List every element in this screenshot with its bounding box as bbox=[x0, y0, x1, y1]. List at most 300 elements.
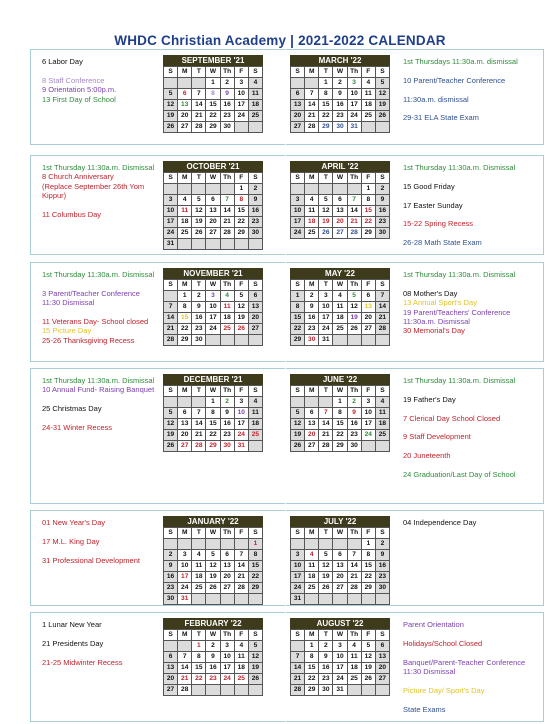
day-cell: 28 bbox=[291, 685, 305, 696]
day-cell: 15 bbox=[249, 561, 263, 572]
weekday-label: T bbox=[192, 528, 206, 539]
day-cell: 15 bbox=[192, 663, 206, 674]
weekday-label: S bbox=[249, 630, 263, 641]
event-notes bbox=[403, 518, 531, 527]
event-note: 17 Easter Sunday bbox=[403, 200, 463, 210]
day-cell: 26 bbox=[164, 122, 178, 133]
day-cell: 20 bbox=[362, 313, 376, 324]
weekday-label: W bbox=[206, 67, 220, 78]
day-cell: 6 bbox=[178, 408, 192, 419]
day-cell: 2 bbox=[221, 397, 235, 408]
day-cell: 4 bbox=[192, 550, 206, 561]
day-cell: 3 bbox=[333, 641, 347, 652]
day-cell: 19 bbox=[291, 430, 305, 441]
day-cell: 11 bbox=[192, 561, 206, 572]
event-note: 1st Thursday 11:30a.m. Dismissal bbox=[42, 270, 155, 279]
day-cell: 11 bbox=[221, 302, 235, 313]
weekday-label: Th bbox=[221, 67, 235, 78]
day-cell: 16 bbox=[221, 100, 235, 111]
day-cell: 24 bbox=[206, 324, 220, 335]
weekday-label: S bbox=[164, 528, 178, 539]
empty-day-cell bbox=[178, 184, 192, 195]
empty-day-cell bbox=[348, 539, 362, 550]
day-cell: 3 bbox=[206, 291, 220, 302]
day-cell: 30 bbox=[376, 583, 390, 594]
weekday-label: F bbox=[235, 280, 249, 291]
day-cell: 25 bbox=[221, 324, 235, 335]
weekday-label: T bbox=[319, 630, 333, 641]
day-cell: 14 bbox=[164, 313, 178, 324]
note-spacer bbox=[403, 104, 531, 113]
note-spacer bbox=[403, 191, 531, 200]
day-cell: 6 bbox=[291, 89, 305, 100]
day-cell: 9 bbox=[192, 302, 206, 313]
day-cell: 18 bbox=[333, 313, 347, 324]
event-notes bbox=[403, 376, 531, 479]
empty-day-cell bbox=[249, 685, 263, 696]
day-cell: 21 bbox=[348, 217, 362, 228]
note-spacer bbox=[42, 527, 160, 536]
day-cell: 26 bbox=[249, 674, 263, 685]
day-cell: 29 bbox=[206, 122, 220, 133]
event-note: 1 Lunar New Year bbox=[42, 620, 102, 629]
day-cell: 21 bbox=[235, 572, 249, 583]
day-cell: 5 bbox=[206, 550, 220, 561]
day-cell: 22 bbox=[206, 430, 220, 441]
month-header: FEBRUARY '22 bbox=[163, 618, 263, 629]
weekday-label: S bbox=[164, 280, 178, 291]
day-cell: 1 bbox=[305, 641, 319, 652]
day-cell: 1 bbox=[362, 184, 376, 195]
empty-day-cell bbox=[192, 539, 206, 550]
day-cell: 14 bbox=[192, 100, 206, 111]
empty-day-cell bbox=[319, 397, 333, 408]
event-note: 9 Orientation 5:00p.m. bbox=[42, 85, 117, 95]
weekday-label: S bbox=[376, 386, 390, 397]
event-note: 1st Thursday 11:30a.m. Dismissal bbox=[403, 163, 516, 172]
weekday-label: Th bbox=[221, 173, 235, 184]
day-cell: 12 bbox=[206, 561, 220, 572]
day-cell: 29 bbox=[206, 441, 220, 452]
day-cell: 22 bbox=[178, 324, 192, 335]
weekday-label: S bbox=[376, 630, 390, 641]
event-note: 15-22 Spring Recess bbox=[403, 219, 474, 229]
day-cell: 6 bbox=[362, 291, 376, 302]
empty-day-cell bbox=[319, 184, 333, 195]
day-cell: 21 bbox=[192, 430, 206, 441]
day-cell: 8 bbox=[249, 550, 263, 561]
weekday-label: F bbox=[362, 280, 376, 291]
day-cell: 29 bbox=[305, 685, 319, 696]
day-cell: 20 bbox=[164, 674, 178, 685]
day-cell: 18 bbox=[362, 100, 376, 111]
day-cell: 27 bbox=[333, 583, 347, 594]
day-cell: 19 bbox=[249, 663, 263, 674]
day-cell: 6 bbox=[333, 195, 347, 206]
day-cell: 9 bbox=[164, 561, 178, 572]
event-note: 1st Thursday 11:30a.m. Dismissal bbox=[42, 163, 155, 172]
day-cell: 25 bbox=[178, 228, 192, 239]
day-grid bbox=[163, 66, 263, 133]
empty-day-cell bbox=[164, 291, 178, 302]
weekday-label: Th bbox=[221, 630, 235, 641]
empty-day-cell bbox=[362, 685, 376, 696]
empty-day-cell bbox=[206, 239, 220, 250]
weekday-label: S bbox=[249, 386, 263, 397]
day-cell: 12 bbox=[319, 561, 333, 572]
day-cell: 7 bbox=[235, 550, 249, 561]
day-cell: 8 bbox=[206, 408, 220, 419]
day-cell: 18 bbox=[249, 419, 263, 430]
day-cell: 29 bbox=[333, 441, 347, 452]
day-cell: 31 bbox=[348, 122, 362, 133]
day-cell: 19 bbox=[164, 430, 178, 441]
weekday-label: S bbox=[249, 67, 263, 78]
day-cell: 26 bbox=[206, 583, 220, 594]
note-spacer bbox=[42, 414, 160, 423]
day-cell: 9 bbox=[348, 408, 362, 419]
day-cell: 4 bbox=[249, 78, 263, 89]
day-cell: 30 bbox=[333, 122, 347, 133]
empty-day-cell bbox=[221, 184, 235, 195]
day-cell: 27 bbox=[291, 122, 305, 133]
day-cell: 3 bbox=[362, 397, 376, 408]
day-cell: 7 bbox=[192, 408, 206, 419]
note-spacer bbox=[42, 279, 160, 288]
day-cell: 20 bbox=[178, 430, 192, 441]
day-cell: 16 bbox=[206, 663, 220, 674]
empty-day-cell bbox=[362, 335, 376, 346]
day-cell: 6 bbox=[305, 408, 319, 419]
day-cell: 7 bbox=[319, 408, 333, 419]
day-cell: 8 bbox=[178, 302, 192, 313]
day-cell: 12 bbox=[291, 419, 305, 430]
note-spacer bbox=[403, 172, 531, 181]
month-calendar bbox=[163, 374, 263, 452]
day-cell: 28 bbox=[348, 583, 362, 594]
day-cell: 9 bbox=[319, 652, 333, 663]
event-note: 21 Presidents Day bbox=[42, 638, 104, 648]
empty-day-cell bbox=[305, 78, 319, 89]
event-note: 21-25 Midwinter Recess bbox=[42, 657, 123, 667]
day-cell: 4 bbox=[305, 195, 319, 206]
day-cell: 16 bbox=[376, 206, 390, 217]
day-cell: 13 bbox=[333, 206, 347, 217]
day-cell: 8 bbox=[362, 195, 376, 206]
event-note: 1st Thursdays 11:30a.m. dismissal bbox=[403, 57, 518, 66]
note-spacer bbox=[403, 629, 531, 638]
day-cell: 6 bbox=[164, 652, 178, 663]
weekday-label: W bbox=[206, 386, 220, 397]
empty-day-cell bbox=[235, 335, 249, 346]
weekday-label: Th bbox=[348, 528, 362, 539]
empty-day-cell bbox=[221, 335, 235, 346]
empty-day-cell bbox=[249, 335, 263, 346]
day-cell: 22 bbox=[333, 430, 347, 441]
day-cell: 17 bbox=[164, 217, 178, 228]
day-cell: 25 bbox=[362, 111, 376, 122]
day-cell: 11 bbox=[235, 652, 249, 663]
month-calendar bbox=[290, 374, 390, 452]
day-cell: 8 bbox=[206, 89, 220, 100]
day-cell: 23 bbox=[206, 674, 220, 685]
event-notes bbox=[42, 376, 160, 432]
note-spacer bbox=[403, 461, 531, 470]
day-cell: 14 bbox=[348, 561, 362, 572]
weekday-label: T bbox=[192, 630, 206, 641]
empty-day-cell bbox=[164, 78, 178, 89]
day-cell: 26 bbox=[164, 441, 178, 452]
day-cell: 16 bbox=[376, 561, 390, 572]
weekday-label: M bbox=[305, 173, 319, 184]
day-cell: 27 bbox=[362, 324, 376, 335]
empty-day-cell bbox=[291, 78, 305, 89]
day-cell: 30 bbox=[221, 122, 235, 133]
day-cell: 3 bbox=[291, 195, 305, 206]
empty-day-cell bbox=[333, 335, 347, 346]
row-divider bbox=[285, 612, 286, 722]
day-cell: 25 bbox=[376, 430, 390, 441]
day-cell: 2 bbox=[221, 78, 235, 89]
event-note: 24 Graduation/Last Day of School bbox=[403, 470, 516, 480]
note-spacer bbox=[403, 279, 531, 288]
weekday-label: W bbox=[333, 386, 347, 397]
day-cell: 5 bbox=[291, 408, 305, 419]
day-cell: 3 bbox=[221, 641, 235, 652]
day-cell: 14 bbox=[178, 663, 192, 674]
weekday-label: F bbox=[362, 173, 376, 184]
day-cell: 27 bbox=[164, 685, 178, 696]
event-notes bbox=[403, 620, 531, 714]
day-cell: 23 bbox=[333, 111, 347, 122]
day-cell: 10 bbox=[178, 561, 192, 572]
event-note: State Exams bbox=[403, 704, 446, 714]
empty-day-cell bbox=[249, 441, 263, 452]
day-cell: 5 bbox=[164, 408, 178, 419]
day-grid bbox=[290, 629, 390, 696]
day-cell: 6 bbox=[178, 89, 192, 100]
day-cell: 26 bbox=[235, 324, 249, 335]
weekday-label: S bbox=[164, 630, 178, 641]
empty-day-cell bbox=[319, 539, 333, 550]
day-cell: 25 bbox=[249, 111, 263, 122]
day-cell: 16 bbox=[348, 419, 362, 430]
day-cell: 29 bbox=[178, 335, 192, 346]
weekday-label: W bbox=[333, 528, 347, 539]
row-divider bbox=[285, 368, 286, 504]
event-note: 19 Parent/Teachers' Conference bbox=[403, 307, 511, 317]
day-cell: 24 bbox=[221, 674, 235, 685]
row-divider bbox=[285, 49, 286, 145]
month-header: JULY '22 bbox=[290, 516, 390, 527]
day-cell: 25 bbox=[249, 430, 263, 441]
event-note: 11:30 Dismissal bbox=[403, 667, 456, 677]
day-cell: 5 bbox=[249, 641, 263, 652]
day-cell: 23 bbox=[164, 583, 178, 594]
day-cell: 15 bbox=[178, 313, 192, 324]
day-cell: 17 bbox=[319, 313, 333, 324]
note-spacer bbox=[403, 85, 531, 94]
day-cell: 23 bbox=[221, 111, 235, 122]
day-cell: 18 bbox=[192, 572, 206, 583]
day-cell: 19 bbox=[164, 111, 178, 122]
empty-day-cell bbox=[192, 184, 206, 195]
day-cell: 23 bbox=[376, 217, 390, 228]
day-cell: 1 bbox=[206, 78, 220, 89]
day-grid bbox=[290, 66, 390, 133]
empty-day-cell bbox=[291, 184, 305, 195]
day-cell: 27 bbox=[178, 441, 192, 452]
event-notes bbox=[42, 518, 160, 565]
empty-day-cell bbox=[348, 184, 362, 195]
day-cell: 19 bbox=[235, 313, 249, 324]
day-cell: 23 bbox=[249, 217, 263, 228]
day-cell: 7 bbox=[164, 302, 178, 313]
day-cell: 28 bbox=[376, 324, 390, 335]
day-cell: 19 bbox=[362, 663, 376, 674]
empty-day-cell bbox=[192, 594, 206, 605]
event-notes bbox=[42, 57, 160, 104]
day-cell: 26 bbox=[362, 674, 376, 685]
empty-day-cell bbox=[305, 539, 319, 550]
weekday-label: F bbox=[362, 528, 376, 539]
month-calendar bbox=[290, 55, 390, 133]
empty-day-cell bbox=[249, 594, 263, 605]
day-cell: 15 bbox=[206, 419, 220, 430]
day-cell: 2 bbox=[305, 291, 319, 302]
weekday-label: S bbox=[376, 67, 390, 78]
day-cell: 20 bbox=[376, 663, 390, 674]
empty-day-cell bbox=[376, 441, 390, 452]
event-notes bbox=[42, 270, 160, 345]
event-note: 8 Church Anniversary bbox=[42, 172, 114, 182]
day-grid bbox=[290, 527, 390, 605]
day-cell: 3 bbox=[291, 550, 305, 561]
day-cell: 16 bbox=[305, 313, 319, 324]
empty-day-cell bbox=[221, 539, 235, 550]
weekday-label: S bbox=[291, 528, 305, 539]
empty-day-cell bbox=[376, 122, 390, 133]
weekday-label: Th bbox=[348, 173, 362, 184]
weekday-label: M bbox=[305, 67, 319, 78]
note-spacer bbox=[403, 423, 531, 432]
empty-day-cell bbox=[376, 594, 390, 605]
weekday-label: F bbox=[235, 528, 249, 539]
day-cell: 26 bbox=[291, 441, 305, 452]
day-cell: 31 bbox=[319, 335, 333, 346]
day-cell: 24 bbox=[178, 583, 192, 594]
day-grid bbox=[163, 385, 263, 452]
event-note: 9 Staff Development bbox=[403, 432, 471, 442]
month-header: SEPTEMBER '21 bbox=[163, 55, 263, 66]
empty-day-cell bbox=[221, 685, 235, 696]
day-cell: 20 bbox=[333, 572, 347, 583]
day-cell: 7 bbox=[305, 89, 319, 100]
note-spacer bbox=[403, 404, 531, 413]
day-cell: 4 bbox=[348, 641, 362, 652]
day-cell: 21 bbox=[291, 674, 305, 685]
event-notes bbox=[42, 620, 160, 667]
day-cell: 31 bbox=[164, 239, 178, 250]
day-cell: 12 bbox=[376, 89, 390, 100]
empty-day-cell bbox=[164, 641, 178, 652]
day-cell: 23 bbox=[221, 430, 235, 441]
day-cell: 12 bbox=[319, 206, 333, 217]
day-cell: 21 bbox=[348, 572, 362, 583]
day-cell: 12 bbox=[235, 302, 249, 313]
weekday-label: W bbox=[206, 280, 220, 291]
day-cell: 2 bbox=[333, 78, 347, 89]
event-notes bbox=[403, 57, 531, 123]
day-cell: 6 bbox=[206, 195, 220, 206]
month-header: NOVEMBER '21 bbox=[163, 268, 263, 279]
day-cell: 6 bbox=[333, 550, 347, 561]
day-cell: 3 bbox=[348, 78, 362, 89]
empty-day-cell bbox=[221, 239, 235, 250]
day-cell: 27 bbox=[178, 122, 192, 133]
day-cell: 14 bbox=[376, 302, 390, 313]
day-cell: 23 bbox=[376, 572, 390, 583]
empty-day-cell bbox=[348, 685, 362, 696]
day-cell: 13 bbox=[178, 100, 192, 111]
day-cell: 11 bbox=[376, 408, 390, 419]
day-cell: 24 bbox=[291, 228, 305, 239]
day-cell: 10 bbox=[206, 302, 220, 313]
day-cell: 19 bbox=[319, 572, 333, 583]
weekday-label: S bbox=[164, 173, 178, 184]
weekday-label: W bbox=[333, 630, 347, 641]
day-cell: 14 bbox=[221, 206, 235, 217]
day-cell: 20 bbox=[178, 111, 192, 122]
day-cell: 10 bbox=[221, 652, 235, 663]
day-cell: 18 bbox=[305, 217, 319, 228]
empty-day-cell bbox=[249, 239, 263, 250]
day-cell: 1 bbox=[362, 539, 376, 550]
day-cell: 1 bbox=[319, 78, 333, 89]
day-cell: 3 bbox=[235, 78, 249, 89]
day-cell: 16 bbox=[249, 206, 263, 217]
day-cell: 21 bbox=[178, 674, 192, 685]
empty-day-cell bbox=[235, 539, 249, 550]
month-calendar bbox=[163, 55, 263, 133]
day-cell: 20 bbox=[305, 430, 319, 441]
day-cell: 22 bbox=[319, 111, 333, 122]
day-cell: 21 bbox=[305, 111, 319, 122]
empty-day-cell bbox=[305, 184, 319, 195]
day-cell: 20 bbox=[221, 572, 235, 583]
event-note: Parent Orientation bbox=[403, 620, 464, 629]
weekday-label: S bbox=[164, 67, 178, 78]
day-cell: 5 bbox=[235, 291, 249, 302]
day-cell: 22 bbox=[362, 217, 376, 228]
day-cell: 12 bbox=[348, 302, 362, 313]
day-cell: 23 bbox=[348, 430, 362, 441]
empty-day-cell bbox=[291, 539, 305, 550]
month-calendar bbox=[290, 161, 390, 239]
day-cell: 30 bbox=[348, 441, 362, 452]
day-cell: 10 bbox=[291, 206, 305, 217]
weekday-label: S bbox=[291, 67, 305, 78]
day-cell: 18 bbox=[348, 663, 362, 674]
note-spacer bbox=[403, 229, 531, 238]
day-cell: 14 bbox=[319, 419, 333, 430]
day-grid bbox=[163, 527, 263, 605]
day-cell: 31 bbox=[291, 594, 305, 605]
day-cell: 2 bbox=[164, 550, 178, 561]
day-cell: 9 bbox=[221, 408, 235, 419]
day-cell: 25 bbox=[235, 674, 249, 685]
day-cell: 27 bbox=[249, 324, 263, 335]
